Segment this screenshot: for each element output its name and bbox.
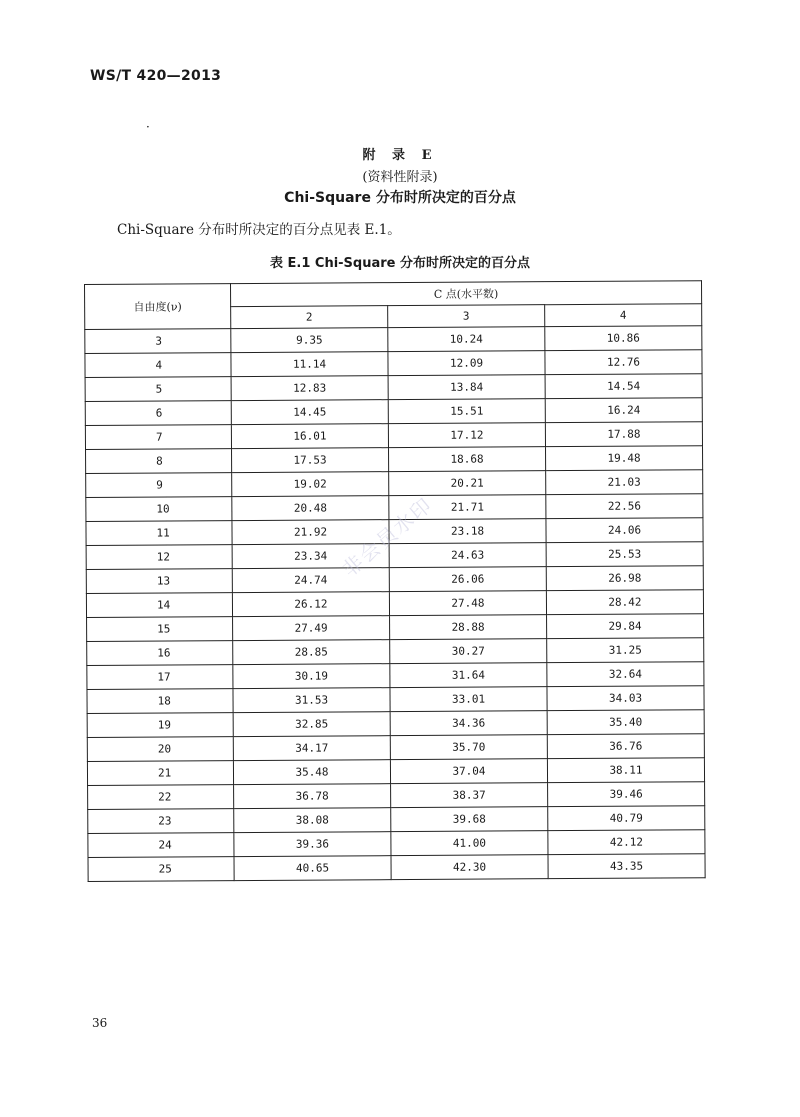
table-row (88, 854, 705, 882)
value-cell: 31.64 (390, 663, 547, 688)
dof-cell: 7 (85, 425, 231, 450)
dof-cell: 4 (85, 353, 231, 378)
value-cell: 39.36 (234, 832, 391, 857)
level-header-2: 2 (231, 306, 388, 329)
value-cell: 17.88 (545, 422, 702, 447)
value-cell: 41.00 (391, 831, 548, 856)
value-cell: 19.02 (232, 472, 389, 497)
value-cell: 24.06 (546, 518, 703, 543)
value-cell: 24.63 (389, 543, 546, 568)
dof-cell: 16 (87, 641, 233, 666)
value-cell: 28.42 (546, 590, 703, 615)
table-body (85, 326, 705, 882)
value-cell: 39.68 (391, 807, 548, 832)
value-cell: 12.83 (231, 376, 388, 401)
dof-cell: 12 (86, 545, 232, 570)
dof-cell: 17 (87, 665, 233, 690)
value-cell: 28.85 (233, 640, 390, 665)
value-cell: 27.49 (233, 616, 390, 641)
value-cell: 20.48 (232, 496, 389, 521)
value-cell: 30.19 (233, 664, 390, 689)
value-cell: 35.40 (547, 710, 704, 735)
dof-cell: 9 (86, 473, 232, 498)
value-cell: 16.24 (545, 398, 702, 423)
dof-cell: 8 (86, 449, 232, 474)
value-cell: 11.14 (231, 352, 388, 377)
stray-mark: · (146, 120, 150, 134)
value-cell: 38.37 (391, 783, 548, 808)
value-cell: 24.74 (232, 568, 389, 593)
value-cell: 14.54 (545, 374, 702, 399)
value-cell: 23.18 (389, 519, 546, 544)
value-cell: 31.25 (547, 638, 704, 663)
dof-cell: 25 (88, 857, 234, 882)
value-cell: 28.88 (390, 615, 547, 640)
value-cell: 17.53 (232, 448, 389, 473)
value-cell: 36.78 (234, 784, 391, 809)
value-cell: 29.84 (547, 614, 704, 639)
dof-cell: 23 (88, 809, 234, 834)
value-cell: 17.12 (388, 423, 545, 448)
dof-cell: 6 (85, 401, 231, 426)
value-cell: 35.70 (390, 735, 547, 760)
dof-cell: 20 (87, 737, 233, 762)
dof-cell: 21 (87, 761, 233, 786)
value-cell: 21.71 (389, 495, 546, 520)
dof-cell: 14 (86, 593, 232, 618)
value-cell: 23.34 (232, 544, 389, 569)
dof-cell: 3 (85, 329, 231, 354)
annex-title: 附 录 E (362, 148, 438, 163)
value-cell: 12.76 (545, 350, 702, 375)
dof-cell: 11 (86, 521, 232, 546)
value-cell: 14.45 (231, 400, 388, 425)
table-caption: 表 E.1 Chi-Square 分布时所决定的百分点 (269, 256, 530, 271)
value-cell: 26.06 (389, 567, 546, 592)
value-cell: 36.76 (547, 734, 704, 759)
dof-cell: 10 (86, 497, 232, 522)
value-cell: 21.03 (546, 470, 703, 495)
value-cell: 38.11 (547, 758, 704, 783)
annex-heading: Chi-Square 分布时所决定的百分点 (284, 190, 516, 206)
standard-code: WS/T 420—2013 (90, 68, 222, 84)
value-cell: 15.51 (388, 399, 545, 424)
value-cell: 37.04 (390, 759, 547, 784)
value-cell: 34.17 (233, 736, 390, 761)
value-cell: 39.46 (548, 782, 705, 807)
value-cell: 16.01 (231, 424, 388, 449)
dof-header: 自由度(ν) (85, 284, 231, 330)
dof-cell: 24 (88, 833, 234, 858)
dof-cell: 13 (86, 569, 232, 594)
chi-square-table (84, 280, 706, 882)
dof-cell: 18 (87, 689, 233, 714)
value-cell: 10.24 (388, 327, 545, 352)
value-cell: 26.12 (232, 592, 389, 617)
value-cell: 12.09 (388, 351, 545, 376)
value-cell: 31.53 (233, 688, 390, 713)
value-cell: 43.35 (548, 854, 705, 879)
dof-cell: 19 (87, 713, 233, 738)
page-number: 36 (92, 1016, 108, 1030)
intro-paragraph: Chi-Square 分布时所决定的百分点见表 E.1。 (117, 222, 401, 238)
value-cell: 38.08 (234, 808, 391, 833)
value-cell: 25.53 (546, 542, 703, 567)
level-header-4: 4 (545, 304, 702, 327)
c-points-header: C 点(水平数) (231, 281, 702, 307)
value-cell: 10.86 (545, 326, 702, 351)
value-cell: 33.01 (390, 687, 547, 712)
dof-cell: 5 (85, 377, 231, 402)
value-cell: 9.35 (231, 328, 388, 353)
watermark: 非会员水印 (337, 492, 438, 582)
value-cell: 21.92 (232, 520, 389, 545)
value-cell: 18.68 (389, 447, 546, 472)
value-cell: 42.12 (548, 830, 705, 855)
level-header-3: 3 (388, 305, 545, 328)
value-cell: 26.98 (546, 566, 703, 591)
value-cell: 34.03 (547, 686, 704, 711)
value-cell: 19.48 (546, 446, 703, 471)
value-cell: 40.79 (548, 806, 705, 831)
value-cell: 34.36 (390, 711, 547, 736)
value-cell: 40.65 (234, 856, 391, 881)
dof-cell: 22 (88, 785, 234, 810)
value-cell: 20.21 (389, 471, 546, 496)
value-cell: 27.48 (389, 591, 546, 616)
value-cell: 32.64 (547, 662, 704, 687)
value-cell: 42.30 (391, 855, 548, 880)
value-cell: 22.56 (546, 494, 703, 519)
annex-subtitle: (资料性附录) (362, 170, 438, 185)
value-cell: 35.48 (233, 760, 390, 785)
value-cell: 32.85 (233, 712, 390, 737)
value-cell: 13.84 (388, 375, 545, 400)
value-cell: 30.27 (390, 639, 547, 664)
dof-cell: 15 (87, 617, 233, 642)
